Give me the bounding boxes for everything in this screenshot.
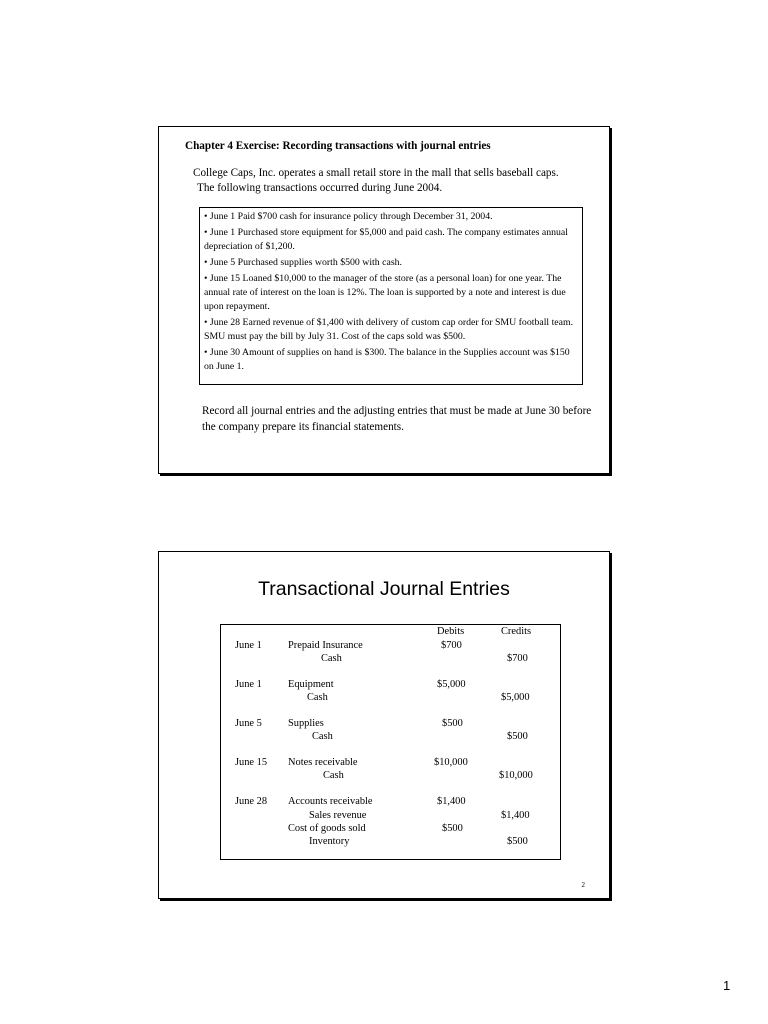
debits-header: Debits [437, 626, 465, 637]
debit-amount: $500 [442, 823, 463, 834]
debit-amount: $700 [441, 640, 462, 651]
debit-account: Accounts receivable [288, 796, 373, 807]
entry-date: June 15 [235, 757, 268, 768]
credit-amount: $500 [507, 836, 528, 847]
entry-date: June 28 [235, 796, 268, 807]
credit-account: Cash [321, 653, 342, 664]
slide-journal-entries [158, 551, 610, 899]
credit-amount: $500 [507, 731, 528, 742]
debit-account: Cost of goods sold [288, 823, 366, 834]
credit-amount: $10,000 [499, 770, 533, 781]
credit-account: Cash [312, 731, 333, 742]
debit-amount: $5,000 [437, 679, 466, 690]
debit-amount: $1,400 [437, 796, 466, 807]
transaction-item: • June 1 Paid $700 cash for insurance policy through December 31, 2004. [204, 211, 493, 222]
entry-date: June 1 [235, 640, 262, 651]
transaction-item: • June 1 Purchased store equipment for $5,000 and paid cash. The company estimates annual depreciation of $1,200. [204, 227, 569, 252]
record-instructions: Record all journal entries and the adjusting entries that must be made at June 30 before the company prepare its financial statements. [202, 405, 592, 433]
slide-number: 2 [581, 881, 585, 889]
credits-header: Credits [501, 626, 532, 637]
credit-account: Inventory [309, 836, 350, 847]
entry-date: June 5 [235, 718, 262, 729]
entry-date: June 1 [235, 679, 262, 690]
transaction-item: • June 28 Earned revenue of $1,400 with delivery of custom cap order for SMU football team. SMU must pay the bill by July 31. Cost of the caps sold was $500. [204, 317, 574, 342]
debit-amount: $10,000 [434, 757, 468, 768]
credit-account: Cash [307, 692, 328, 703]
transactions-box [199, 207, 583, 385]
credit-account: Cash [323, 770, 344, 781]
credit-account: Sales revenue [309, 810, 367, 821]
credit-amount: $5,000 [501, 692, 530, 703]
credit-amount: $1,400 [501, 810, 530, 821]
debit-amount: $500 [442, 718, 463, 729]
page-number: 1 [723, 978, 731, 993]
transaction-item: • June 15 Loaned $10,000 to the manager of the store (as a personal loan) for one year. The annual rate of interest on the loan is 12%. The loan is supported by a note and interest is due upon repayment. [204, 273, 566, 312]
intro-line-1: College Caps, Inc. operates a small retail store in the mall that sells baseball caps. [193, 167, 559, 179]
exercise-intro [193, 166, 603, 196]
debit-account: Prepaid Insurance [288, 640, 363, 651]
journal-table [220, 624, 561, 860]
transaction-item: • June 30 Amount of supplies on hand is $300. The balance in the Supplies account was $150 on June 1. [204, 347, 570, 372]
exercise-title: Chapter 4 Exercise: Recording transactions with journal entries [185, 140, 491, 152]
intro-line-2: The following transactions occurred during June 2004. [197, 182, 443, 194]
debit-account: Supplies [288, 718, 324, 729]
debit-account: Notes receivable [288, 757, 358, 768]
debit-account: Equipment [288, 679, 334, 690]
transaction-item: • June 5 Purchased supplies worth $500 with cash. [204, 257, 402, 268]
slide-exercise [158, 126, 610, 474]
journal-title: Transactional Journal Entries [258, 578, 510, 600]
credit-amount: $700 [507, 653, 528, 664]
